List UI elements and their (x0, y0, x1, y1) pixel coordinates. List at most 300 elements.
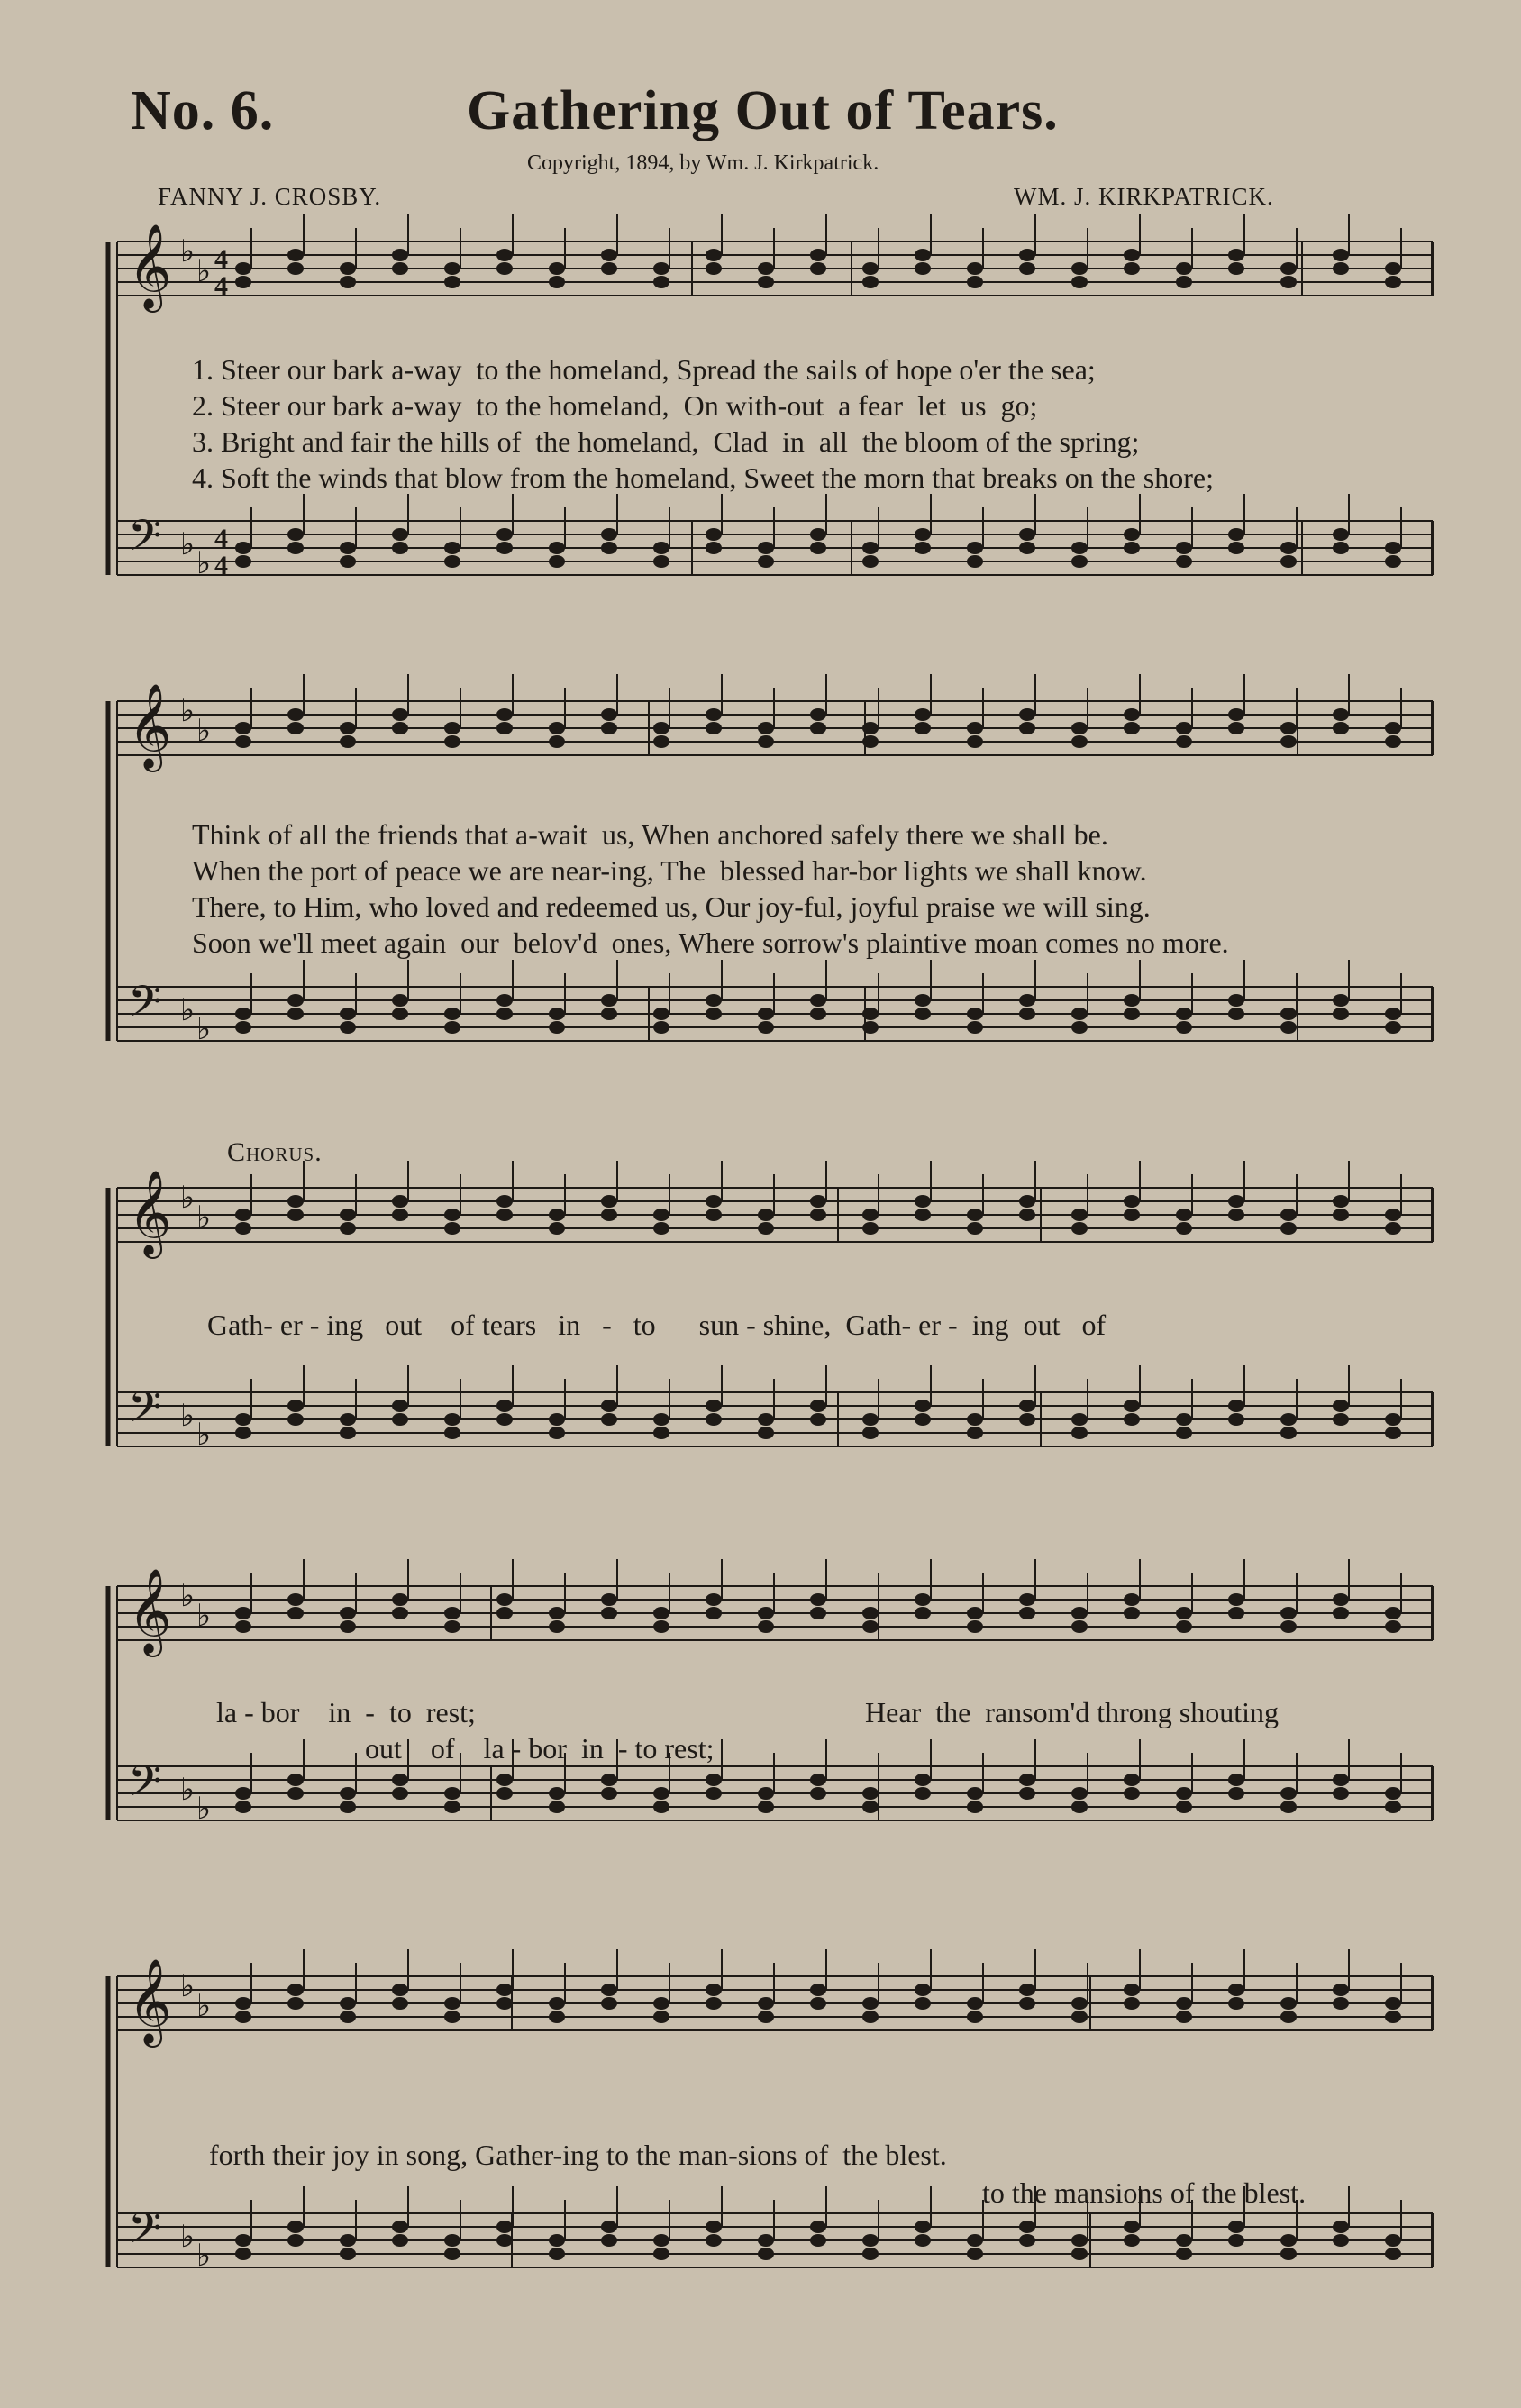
flat-icon: ♭ (196, 1417, 212, 1453)
note-head (549, 542, 565, 554)
note-head (1333, 1787, 1349, 1800)
note-head (810, 2221, 826, 2233)
note-head (653, 735, 669, 748)
note-head (1176, 276, 1192, 288)
note-head (235, 1222, 251, 1235)
note-head (392, 249, 408, 261)
note-head (392, 708, 408, 721)
chorus-line-2a: la - bor in - to rest; (216, 1696, 476, 1728)
note-head (1176, 1620, 1192, 1633)
note-head (444, 1209, 460, 1221)
note-head (1385, 555, 1401, 568)
flat-icon: ♭ (180, 233, 196, 269)
note-head (1280, 1413, 1297, 1426)
note-head (1019, 1400, 1035, 1412)
note-head (1019, 1195, 1035, 1208)
note-head (601, 1400, 617, 1412)
note-head (1019, 1607, 1035, 1619)
hymn-number: No. 6. (131, 80, 275, 141)
note-head (287, 1984, 304, 1996)
flat-icon: ♭ (196, 253, 212, 289)
note-head (601, 1774, 617, 1786)
note-head (601, 528, 617, 541)
note-head (235, 1620, 251, 1633)
note-head (758, 2011, 774, 2023)
note-head (1124, 722, 1140, 734)
note-head (287, 1593, 304, 1606)
note-head (1124, 1997, 1140, 2010)
note-head (1019, 1774, 1035, 1786)
note-head (340, 1413, 356, 1426)
note-head (1176, 1427, 1192, 1439)
note-head (706, 528, 722, 541)
note-head (496, 2234, 513, 2247)
note-head (1124, 1593, 1140, 1606)
note-head (758, 1008, 774, 1020)
treble-clef-icon: 𝄞 (128, 1958, 172, 2044)
note-head (1124, 2221, 1140, 2233)
note-head (653, 1801, 669, 1813)
note-head (1228, 249, 1244, 261)
note-head (444, 735, 460, 748)
note-head (235, 722, 251, 734)
note-head (653, 2234, 669, 2247)
note-head (340, 722, 356, 734)
note-head (706, 722, 722, 734)
note-head (1071, 555, 1088, 568)
note-head (549, 735, 565, 748)
note-head (967, 1209, 983, 1221)
note-head (706, 708, 722, 721)
note-head (444, 1413, 460, 1426)
note-head (496, 1400, 513, 1412)
note-head (653, 1008, 669, 1020)
note-head (915, 2234, 931, 2247)
note-head (758, 1021, 774, 1034)
note-head (287, 1787, 304, 1800)
note-head (1228, 1787, 1244, 1800)
note-head (340, 262, 356, 275)
note-head (1071, 1413, 1088, 1426)
note-head (1280, 2248, 1297, 2260)
note-head (1019, 1984, 1035, 1996)
flat-icon: ♭ (196, 1011, 212, 1047)
note-head (653, 1209, 669, 1221)
note-head (1385, 735, 1401, 748)
note-head (1228, 1774, 1244, 1786)
note-head (653, 2011, 669, 2023)
note-head (810, 528, 826, 541)
note-head (1385, 1008, 1401, 1020)
note-head (706, 1997, 722, 2010)
note-head (967, 1787, 983, 1800)
note-head (444, 1222, 460, 1235)
note-head (1228, 1413, 1244, 1426)
note-head (967, 2234, 983, 2247)
note-head (1124, 249, 1140, 261)
note-head (915, 1413, 931, 1426)
note-head (549, 1008, 565, 1020)
note-head (862, 555, 879, 568)
note-head (1228, 2221, 1244, 2233)
note-head (915, 1209, 931, 1221)
note-head (392, 1209, 408, 1221)
note-head (915, 1400, 931, 1412)
note-head (915, 1774, 931, 1786)
verse-3-line-a: 3. Bright and fair the hills of the homeland, Clad in all the bloom of the spring; (192, 425, 1140, 458)
note-head (235, 1008, 251, 1020)
verse-4-line-a: 4. Soft the winds that blow from the homeland, Sweet the morn that breaks on the shore; (192, 461, 1214, 494)
note-head (1176, 1997, 1192, 2010)
note-head (706, 1400, 722, 1412)
note-head (1385, 2248, 1401, 2260)
note-head (287, 1774, 304, 1786)
note-head (758, 1801, 774, 1813)
note-head (1280, 1427, 1297, 1439)
note-head (1280, 555, 1297, 568)
note-head (1071, 2248, 1088, 2260)
note-head (444, 555, 460, 568)
note-head (810, 1400, 826, 1412)
note-head (496, 1008, 513, 1020)
note-head (1019, 1593, 1035, 1606)
note-head (1124, 1787, 1140, 1800)
verse-3-line-b: There, to Him, who loved and redeemed us, Our joy-ful, joyful praise we will sing. (192, 890, 1151, 923)
note-head (601, 1008, 617, 1020)
note-head (1333, 1008, 1349, 1020)
note-head (1071, 2011, 1088, 2023)
note-head (1280, 1222, 1297, 1235)
note-head (1176, 1222, 1192, 1235)
time-signature-bottom: 4 (214, 551, 228, 580)
note-head (444, 276, 460, 288)
note-head (653, 1427, 669, 1439)
note-head (235, 1427, 251, 1439)
note-head (915, 528, 931, 541)
note-head (1019, 528, 1035, 541)
note-head (496, 1607, 513, 1619)
note-head (1071, 276, 1088, 288)
note-head (1228, 1209, 1244, 1221)
note-head (862, 1620, 879, 1633)
note-head (915, 1984, 931, 1996)
note-head (235, 262, 251, 275)
note-head (706, 1787, 722, 1800)
note-head (1228, 1593, 1244, 1606)
note-head (235, 542, 251, 554)
flat-icon: ♭ (196, 1791, 212, 1827)
flat-icon: ♭ (180, 1398, 196, 1434)
note-head (967, 1413, 983, 1426)
note-head (967, 1021, 983, 1034)
note-head (601, 1413, 617, 1426)
note-head (601, 1607, 617, 1619)
note-head (758, 1413, 774, 1426)
note-head (862, 722, 879, 734)
note-head (235, 1787, 251, 1800)
note-head (1124, 994, 1140, 1007)
note-head (549, 2011, 565, 2023)
flat-icon: ♭ (180, 1180, 196, 1216)
note-head (496, 1984, 513, 1996)
note-head (392, 542, 408, 554)
note-head (1385, 1427, 1401, 1439)
note-head (1228, 1997, 1244, 2010)
note-head (1333, 1593, 1349, 1606)
note-head (967, 555, 983, 568)
note-head (810, 262, 826, 275)
note-head (287, 1008, 304, 1020)
note-head (967, 2011, 983, 2023)
note-head (915, 722, 931, 734)
flat-icon: ♭ (196, 545, 212, 581)
note-head (1228, 722, 1244, 734)
treble-clef-icon: 𝄞 (128, 1170, 172, 1255)
note-head (496, 1593, 513, 1606)
note-head (1124, 1984, 1140, 1996)
note-head (1333, 1997, 1349, 2010)
note-head (758, 262, 774, 275)
note-head (1228, 2234, 1244, 2247)
note-head (1333, 1400, 1349, 1412)
treble-clef-icon: 𝄞 (128, 1568, 172, 1654)
note-head (1019, 2221, 1035, 2233)
flat-icon: ♭ (180, 526, 196, 562)
note-head (810, 542, 826, 554)
note-head (1385, 1021, 1401, 1034)
note-head (758, 2248, 774, 2260)
note-head (1385, 1787, 1401, 1800)
note-head (1280, 1620, 1297, 1633)
note-head (1280, 1787, 1297, 1800)
note-head (810, 1997, 826, 2010)
note-head (706, 542, 722, 554)
note-head (549, 1209, 565, 1221)
note-head (1176, 1801, 1192, 1813)
note-head (340, 1620, 356, 1633)
composer-credit: WM. J. KIRKPATRICK. (1014, 183, 1274, 210)
note-head (653, 1787, 669, 1800)
note-head (235, 1801, 251, 1813)
note-head (1176, 722, 1192, 734)
note-head (1124, 1209, 1140, 1221)
note-head (967, 1997, 983, 2010)
note-head (1280, 1209, 1297, 1221)
note-head (1124, 1008, 1140, 1020)
note-head (1176, 2248, 1192, 2260)
note-head (1071, 1607, 1088, 1619)
note-head (444, 1997, 460, 2010)
note-head (235, 1413, 251, 1426)
note-head (444, 262, 460, 275)
note-head (235, 1997, 251, 2010)
note-head (287, 2234, 304, 2247)
note-head (601, 1787, 617, 1800)
note-head (444, 1021, 460, 1034)
note-head (287, 1400, 304, 1412)
chorus-line-3b: to the mansions of the blest. (982, 2176, 1307, 2209)
note-head (862, 1021, 879, 1034)
note-head (287, 528, 304, 541)
note-head (758, 1209, 774, 1221)
note-head (287, 1209, 304, 1221)
note-head (1228, 994, 1244, 1007)
copyright-notice: Copyright, 1894, by Wm. J. Kirkpatrick. (527, 151, 879, 175)
note-head (601, 2234, 617, 2247)
note-head (967, 276, 983, 288)
note-head (601, 1195, 617, 1208)
note-head (967, 1008, 983, 1020)
note-head (444, 1008, 460, 1020)
flat-icon: ♭ (196, 1598, 212, 1634)
note-head (1124, 262, 1140, 275)
note-head (444, 2011, 460, 2023)
chorus-line-2b: out of la - bor in - to rest; (365, 1732, 715, 1765)
note-head (340, 555, 356, 568)
bass-clef-icon: 𝄢 (128, 510, 162, 571)
note-head (810, 1774, 826, 1786)
note-head (915, 1008, 931, 1020)
note-head (444, 2234, 460, 2247)
note-head (392, 2234, 408, 2247)
note-head (1333, 1413, 1349, 1426)
note-head (1071, 1787, 1088, 1800)
note-head (601, 262, 617, 275)
note-head (1019, 722, 1035, 734)
note-head (1176, 2234, 1192, 2247)
note-head (862, 542, 879, 554)
note-head (1019, 1787, 1035, 1800)
note-head (653, 722, 669, 734)
note-head (1019, 262, 1035, 275)
note-head (496, 1997, 513, 2010)
flat-icon: ♭ (196, 1199, 212, 1236)
note-head (496, 994, 513, 1007)
note-head (287, 1195, 304, 1208)
note-head (706, 1195, 722, 1208)
note-head (653, 555, 669, 568)
note-head (1019, 2234, 1035, 2247)
note-head (1333, 994, 1349, 1007)
note-head (1333, 1984, 1349, 1996)
note-head (1333, 722, 1349, 734)
note-head (758, 555, 774, 568)
note-head (1176, 555, 1192, 568)
note-head (1385, 1222, 1401, 1235)
note-head (1071, 1008, 1088, 1020)
note-head (1019, 708, 1035, 721)
verse-1-line-a: 1. Steer our bark a-way to the homeland, Spread the sails of hope o'er the sea; (192, 353, 1096, 386)
hymn-title: Gathering Out of Tears. (467, 80, 1059, 141)
note-head (340, 2011, 356, 2023)
note-head (810, 722, 826, 734)
note-head (862, 1787, 879, 1800)
note-head (1176, 1787, 1192, 1800)
note-head (340, 542, 356, 554)
note-head (496, 1413, 513, 1426)
note-head (1176, 1008, 1192, 1020)
note-head (862, 2248, 879, 2260)
note-head (496, 1774, 513, 1786)
note-head (392, 1008, 408, 1020)
note-head (1124, 2234, 1140, 2247)
note-head (810, 1195, 826, 1208)
note-head (496, 249, 513, 261)
note-head (549, 1997, 565, 2010)
note-head (1385, 722, 1401, 734)
note-head (1333, 1607, 1349, 1619)
note-head (1228, 528, 1244, 541)
note-head (967, 262, 983, 275)
note-head (915, 1593, 931, 1606)
flat-icon: ♭ (180, 2219, 196, 2255)
note-head (1071, 1427, 1088, 1439)
note-head (1019, 542, 1035, 554)
note-head (287, 722, 304, 734)
note-head (1333, 708, 1349, 721)
note-head (915, 2221, 931, 2233)
note-head (1385, 1607, 1401, 1619)
note-head (1071, 1801, 1088, 1813)
note-head (1228, 262, 1244, 275)
note-head (653, 542, 669, 554)
flat-icon: ♭ (180, 693, 196, 729)
note-head (340, 1021, 356, 1034)
note-head (549, 722, 565, 734)
note-head (549, 1413, 565, 1426)
note-head (392, 1607, 408, 1619)
note-head (1280, 1008, 1297, 1020)
note-head (653, 1997, 669, 2010)
note-head (810, 1593, 826, 1606)
note-head (1071, 735, 1088, 748)
note-head (287, 262, 304, 275)
note-head (392, 722, 408, 734)
chorus-label: Chorus. (227, 1137, 323, 1167)
note-head (340, 1801, 356, 1813)
note-head (706, 2221, 722, 2233)
note-head (758, 1787, 774, 1800)
note-head (444, 2248, 460, 2260)
note-head (601, 1997, 617, 2010)
note-head (444, 1607, 460, 1619)
note-head (862, 262, 879, 275)
note-head (1280, 542, 1297, 554)
note-head (287, 994, 304, 1007)
note-head (1228, 1008, 1244, 1020)
note-head (1228, 1607, 1244, 1619)
note-head (235, 2234, 251, 2247)
note-head (967, 1427, 983, 1439)
flat-icon: ♭ (180, 992, 196, 1028)
note-head (1385, 1997, 1401, 2010)
note-head (601, 542, 617, 554)
note-head (1176, 262, 1192, 275)
note-head (653, 1222, 669, 1235)
note-head (810, 2234, 826, 2247)
note-head (1280, 276, 1297, 288)
note-head (862, 1209, 879, 1221)
verse-2-line-b: When the port of peace we are near-ing, The blessed har-bor lights we shall know. (192, 854, 1147, 887)
note-head (1124, 528, 1140, 541)
note-head (810, 1607, 826, 1619)
bass-clef-icon: 𝄢 (128, 1756, 162, 1817)
note-head (340, 276, 356, 288)
note-head (444, 722, 460, 734)
note-head (1280, 2234, 1297, 2247)
note-head (1385, 1209, 1401, 1221)
note-head (1124, 542, 1140, 554)
